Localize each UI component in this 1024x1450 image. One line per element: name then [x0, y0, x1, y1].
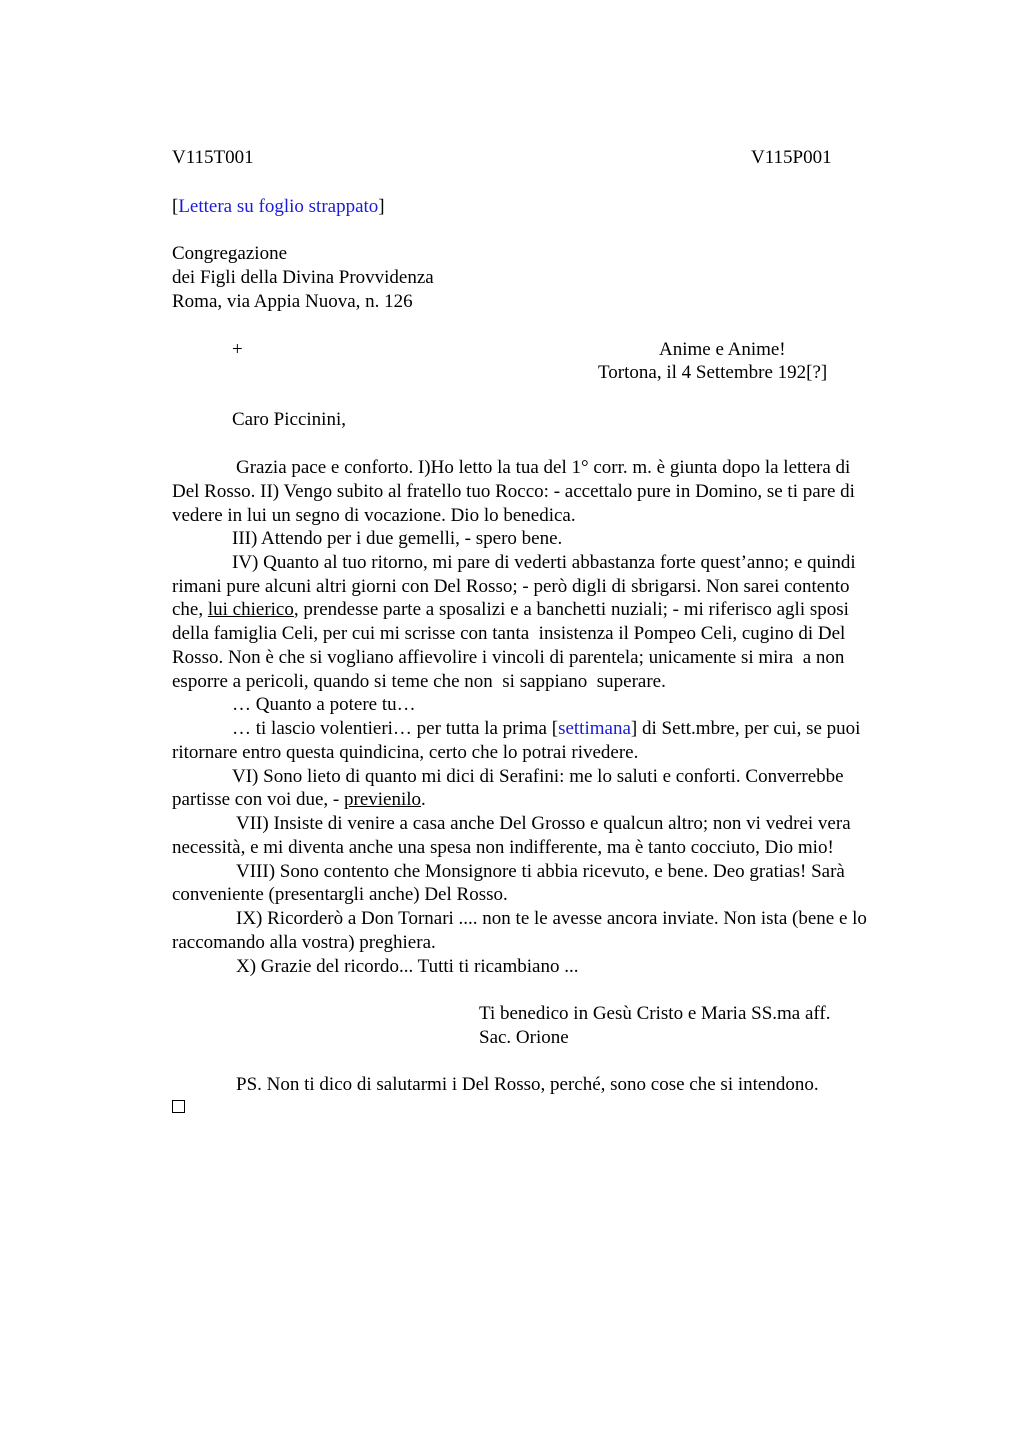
motto: Anime e Anime! [659, 339, 786, 360]
document-code-right: V115P001 [751, 147, 832, 168]
body-line-1: Grazia pace e conforto. I)Ho letto la tua del 1° corr. m. è giunta dopo la lettera di [236, 457, 851, 478]
end-box-icon [172, 1100, 185, 1113]
editorial-insertion: settimana [558, 718, 631, 739]
signature: Sac. Orione [479, 1027, 569, 1048]
body-line-2: Del Rosso. II) Vengo subito al fratello tuo Rocco: - accettalo pure in Domino, se ti pare di [172, 481, 855, 502]
body-line-12 [232, 717, 860, 741]
letterhead-line-2: dei Figli della Divina Provvidenza [172, 267, 434, 288]
salutation: Caro Piccinini, [232, 409, 346, 430]
note-close-bracket: ] [378, 196, 385, 217]
body-line-15-start: partisse con voi due, - [172, 789, 345, 810]
body-line-5: IV) Quanto al tuo ritorno, mi pare di vederti abbastanza forte quest’anno; e quindi [232, 552, 856, 573]
postscript: PS. Non ti dico di salutarmi i Del Rosso, perché, sono cose che si intendono. [236, 1074, 819, 1095]
body-line-18: VIII) Sono contento che Monsignore ti abbia ricevuto, e bene. Deo gratias! Sarà [236, 861, 845, 882]
note-open-bracket: [ [172, 196, 179, 217]
body-line-10: esporre a pericoli, quando si teme che non si sappiano superare. [172, 671, 666, 692]
closing-blessing: Ti benedico in Gesù Cristo e Maria SS.ma aff. [479, 1003, 831, 1024]
underlined-word: previenilo [344, 789, 422, 810]
body-line-12-end: ] di Sett.mbre, per cui, se puoi [630, 718, 861, 739]
body-line-6: rimani pure alcuni altri giorni con Del Rosso; - però digli di sbrigarsi. Non sarei contento [172, 576, 850, 597]
letterhead-line-1: Congregazione [172, 243, 288, 264]
body-line-12-start: … ti lascio volentieri… per tutta la prima [ [232, 718, 559, 739]
underlined-phrase: lui chierico [207, 599, 294, 620]
cross-mark: + [232, 339, 243, 360]
body-line-20: IX) Ricorderò a Don Tornari .... non te le avesse ancora inviate. Non ista (bene e lo [236, 908, 867, 929]
body-line-8: della famiglia Celi, per cui mi scrisse con tanta insistenza il Pompeo Celi, cugino di Del [172, 623, 846, 644]
editorial-note [172, 195, 385, 219]
document-code-left: V115T001 [172, 147, 254, 168]
body-line-17: necessità, e mi diventa anche una spesa non indifferente, ma è tanto cocciuto, Dio mio! [172, 837, 834, 858]
body-line-16: VII) Insiste di venire a casa anche Del Grosso e qualcun altro; non vi vedrei vera [236, 813, 851, 834]
body-line-9: Rosso. Non è che si vogliano affievolire i vincoli di parentela; unicamente si mira a non [172, 647, 845, 668]
body-line-14: VI) Sono lieto di quanto mi dici di Serafini: me lo saluti e conforti. Converrebbe [232, 766, 844, 787]
body-line-13: ritornare entro questa quindicina, certo che lo potrai rivedere. [172, 742, 639, 763]
letterhead-line-3: Roma, via Appia Nuova, n. 126 [172, 291, 413, 312]
body-line-4: III) Attendo per i due gemelli, - spero bene. [232, 528, 563, 549]
body-line-7-start: che, [172, 599, 208, 620]
body-line-11: … Quanto a potere tu… [232, 694, 416, 715]
body-line-7 [172, 598, 849, 622]
body-line-22: X) Grazie del ricordo... Tutti ti ricambiano ... [236, 956, 579, 977]
note-text: Lettera su foglio strappato [178, 196, 379, 217]
body-line-21: raccomando alla vostra) preghiera. [172, 932, 436, 953]
body-line-15-end: . [421, 789, 426, 810]
place-date: Tortona, il 4 Settembre 192[?] [598, 362, 828, 383]
body-line-7-end: , prendesse parte a sposalizi e a banchetti nuziali; - mi riferisco agli sposi [293, 599, 849, 620]
body-line-15 [172, 788, 426, 812]
body-line-3: vedere in lui un segno di vocazione. Dio lo benedica. [172, 505, 576, 526]
body-line-19: conveniente (presentargli anche) Del Rosso. [172, 884, 508, 905]
